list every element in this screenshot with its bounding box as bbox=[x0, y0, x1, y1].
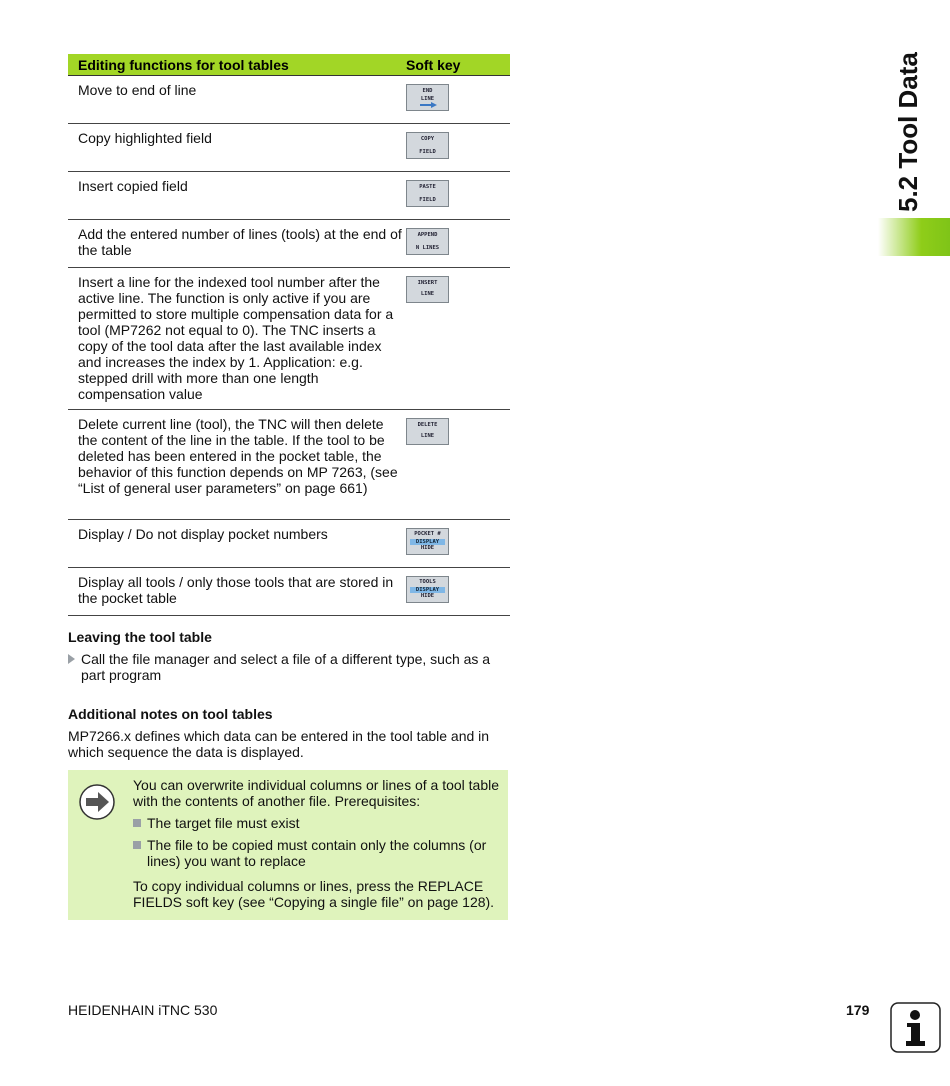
tip-closing: To copy individual columns or lines, press the REPLACE FIELDS soft key (see “Copying a single file” on page 128). bbox=[133, 878, 495, 910]
footer-product: HEIDENHAIN iTNC 530 bbox=[68, 1002, 218, 1018]
softkey-tools-display-hide[interactable]: TOOLS DISPLAY HIDE bbox=[406, 576, 449, 603]
softkey-pocket-display-hide[interactable]: POCKET # DISPLAY HIDE bbox=[406, 528, 449, 555]
column-header-function: Editing functions for tool tables bbox=[68, 54, 406, 76]
table-row bbox=[68, 220, 510, 268]
function-description: Display all tools / only those tools that are stored in the pocket table bbox=[68, 568, 406, 616]
page-number: 179 bbox=[846, 1002, 870, 1018]
function-description: Delete current line (tool), the TNC will then delete the content of the line in the table. If the tool to be deleted has been entered in the pocket table, the behavior of this function depends on MP 7263, (see “List of general user parameters” on page 661) bbox=[68, 410, 406, 520]
arrow-right-icon bbox=[420, 102, 437, 108]
table-row bbox=[68, 172, 510, 220]
step-triangle-icon bbox=[68, 654, 75, 664]
table-row bbox=[68, 76, 510, 124]
function-description: Display / Do not display pocket numbers bbox=[68, 520, 406, 568]
bullet-square-icon bbox=[133, 819, 141, 827]
leaving-section bbox=[68, 629, 510, 683]
softkey-delete-line[interactable]: DELETE LINE bbox=[406, 418, 449, 445]
table-row bbox=[68, 520, 510, 568]
table-row bbox=[68, 410, 510, 520]
softkey-append-n-lines[interactable]: APPEND N LINES bbox=[406, 228, 449, 255]
function-description: Insert a line for the indexed tool number after the active line. The function is only active if you are permitted to store multiple compensation data for a tool (MP7262 not equal to 0). The TNC inserts a copy of the tool data after the last available index and increases the index by 1. Application: e.g. stepped drill with more than one length compensation value bbox=[68, 268, 406, 410]
chapter-side-title: 5.2 Tool Data bbox=[893, 52, 923, 212]
column-header-softkey: Soft key bbox=[406, 54, 510, 76]
section-heading: Leaving the tool table bbox=[68, 629, 212, 645]
list-item: The target file must exist bbox=[133, 815, 503, 831]
arrow-circle-icon bbox=[79, 784, 115, 820]
table-row bbox=[68, 124, 510, 172]
step-item: Call the file manager and select a file of a different type, such as a part program bbox=[68, 651, 510, 683]
section-heading: Additional notes on tool tables bbox=[68, 706, 273, 722]
softkey-end-line[interactable]: END LINE bbox=[406, 84, 449, 111]
info-icon bbox=[890, 1002, 941, 1053]
function-description: Insert copied field bbox=[68, 172, 406, 220]
function-table-section bbox=[68, 54, 510, 616]
table-header-row bbox=[68, 54, 510, 76]
tip-intro: You can overwrite individual columns or lines of a tool table with the contents of another file. Prerequisites: bbox=[133, 777, 500, 809]
function-description: Add the entered number of lines (tools) at the end of the table bbox=[68, 220, 406, 268]
notes-paragraph: MP7266.x defines which data can be entered in the tool table and in which sequence the data is displayed. bbox=[68, 728, 490, 760]
function-description: Copy highlighted field bbox=[68, 124, 406, 172]
function-description: Move to end of line bbox=[68, 76, 406, 124]
table-row bbox=[68, 568, 510, 616]
chapter-tab-accent bbox=[878, 218, 950, 256]
bullet-square-icon bbox=[133, 841, 141, 849]
tip-box bbox=[68, 770, 508, 920]
notes-section bbox=[68, 706, 510, 760]
softkey-insert-line[interactable]: INSERT LINE bbox=[406, 276, 449, 303]
editing-functions-table bbox=[68, 54, 510, 616]
softkey-paste-field[interactable]: PASTE FIELD bbox=[406, 180, 449, 207]
softkey-copy-field[interactable]: COPY FIELD bbox=[406, 132, 449, 159]
list-item: The file to be copied must contain only the columns (or lines) you want to replace bbox=[133, 837, 503, 869]
table-row bbox=[68, 268, 510, 410]
